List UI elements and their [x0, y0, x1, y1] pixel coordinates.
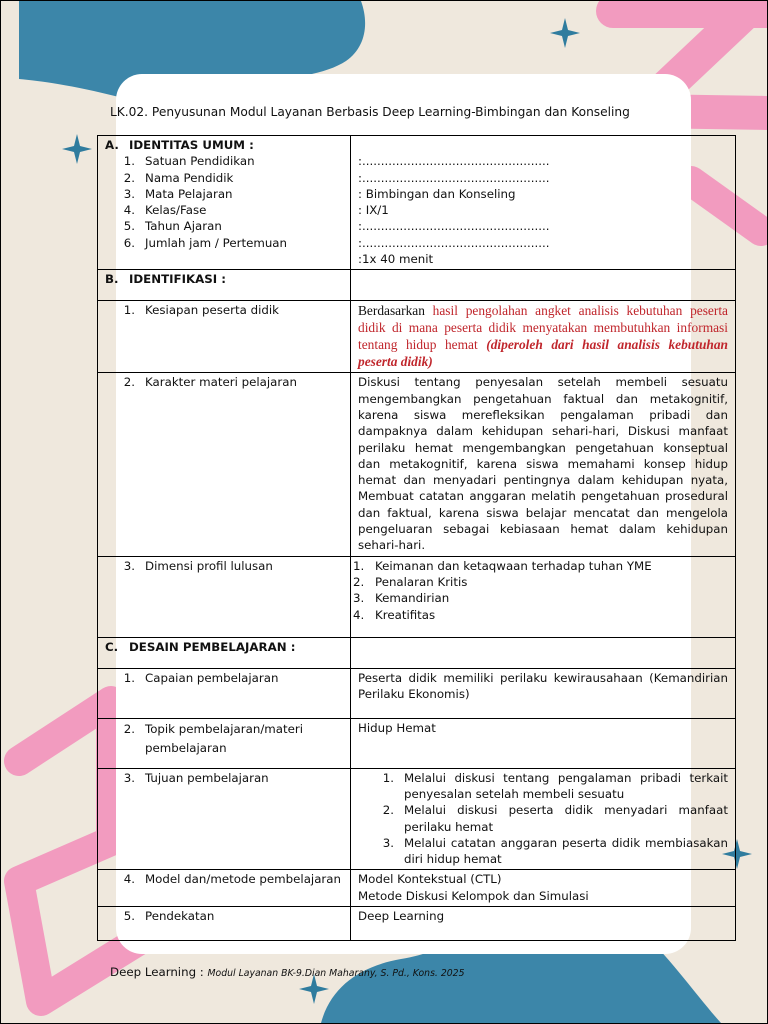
dimensi-list: [353, 558, 728, 623]
row-label: 2. Karakter materi pelajaran: [123, 375, 297, 390]
metode-line: Metode Diskusi Kelompok dan Simulasi: [358, 888, 589, 903]
document-footer: [110, 965, 465, 979]
tujuan-row: [98, 768, 736, 870]
dimensi-row: [98, 556, 736, 637]
identity-value: : Bimbingan dan Konseling: [358, 186, 516, 201]
list-item: 1. Melalui diskusi tentang pengalaman pribadi terkait penyesalan setelah membeli sesuatu: [382, 770, 728, 801]
module-table: [97, 135, 736, 941]
list-item: 2. Melalui diskusi peserta didik menyadari manfaat perilaku hemat: [382, 803, 728, 834]
identity-item: 2. Nama Pendidik: [123, 170, 234, 185]
kesiapan-row: [98, 301, 736, 373]
karakter-text: Diskusi tentang penyesalan setelah membeli sesuatu mengembangkan pengetahuan faktual dan metakognitif, karena siswa merefleksikan pengalaman pribadi dan dampaknya dalam kehidupan sehari-hari, Diskusi manfaat perilaku hemat mengembangkan pengetahuan konseptual dan metakognitif, karena siswa memahami konsep hidup hemat dan menyadari pentingnya dalam kehidupan nyata, Membuat catatan anggaran melatih pengetahuan prosedural dan faktual, karena siswa belajar mencatat dan mengelola pengeluaran sebagai kebiasaan hemat dalam kehidupan sehari-hari.: [358, 375, 728, 553]
row-label: 3. Dimensi profil lulusan: [123, 558, 273, 573]
list-item: 1. Keimanan dan ketaqwaan terhadap tuhan YME: [353, 558, 652, 573]
capaian-text: Peserta didik memiliki perilaku kewirausahaan (Kemandirian Perilaku Ekonomis): [358, 670, 728, 701]
list-item: 4. Kreatifitas: [353, 607, 436, 622]
sparkle-icon: [62, 134, 92, 164]
row-label: 5. Pendekatan: [123, 909, 215, 924]
row-label: 3. Tujuan pembelajaran: [123, 770, 269, 785]
identity-value: :..................................................: [358, 154, 550, 169]
tujuan-list: [358, 770, 728, 868]
row-label: 4. Model dan/metode pembelajaran: [123, 872, 341, 887]
identity-value: :1x 40 menit: [358, 252, 434, 267]
model-line: Model Kontekstual (CTL): [358, 872, 502, 887]
footer-detail: Modul Layanan BK-9.Dian Maharany, S. Pd., Kons. 2025: [207, 968, 465, 979]
identity-value: :..................................................: [358, 219, 550, 234]
identity-item: 3. Mata Pelajaran: [123, 186, 233, 201]
identity-value: :..................................................: [358, 170, 550, 185]
section-a-heading: A. IDENTITAS UMUM :: [105, 138, 254, 152]
karakter-row: [98, 373, 736, 556]
identity-item: 4. Kelas/Fase: [123, 203, 207, 218]
identity-value: : IX/1: [358, 203, 389, 218]
identity-value: :..................................................: [358, 235, 550, 250]
section-c-row: [98, 637, 736, 668]
kesiapan-text: Berdasarkan hasil pengolahan angket analisis kebutuhan peserta didik di mana peserta didik menyatakan membutuhkan informasi tentang hidup hemat (diperoleh dari hasil analisis kebutuhan peserta didik): [358, 303, 728, 370]
list-item: 3. Kemandirian: [353, 591, 450, 606]
section-b-heading: B. IDENTIFIKASI :: [105, 272, 226, 287]
capaian-row: [98, 668, 736, 718]
list-item: 2. Penalaran Kritis: [353, 574, 468, 589]
sparkle-icon: [550, 18, 580, 48]
row-label: 2. Topik pembelajaran/materi pembelajaran: [123, 721, 304, 755]
topik-text: Hidup Hemat: [358, 720, 436, 735]
section-c-heading: C. DESAIN PEMBELAJARAN :: [105, 639, 296, 654]
section-a-row: [98, 136, 736, 270]
section-b-row: [98, 270, 736, 301]
row-label: 1. Kesiapan peserta didik: [123, 303, 279, 318]
list-item: 3. Melalui catatan anggaran peserta didik membiasakan diri hidup hemat: [382, 835, 728, 867]
footer-title: Deep Learning :: [110, 965, 208, 979]
topik-row: [98, 718, 736, 768]
identity-item: 1. Satuan Pendidikan: [123, 154, 255, 169]
document-header: LK.02. Penyusunan Modul Layanan Berbasis Deep Learning-Bimbingan dan Konseling: [110, 105, 630, 119]
pendekatan-row: [98, 907, 736, 941]
identity-item: 6. Jumlah jam / Pertemuan: [123, 235, 288, 250]
identity-item: 5. Tahun Ajaran: [123, 219, 222, 234]
row-label: 1. Capaian pembelajaran: [123, 670, 279, 685]
pendekatan-text: Deep Learning: [358, 909, 445, 924]
model-row: [98, 870, 736, 907]
